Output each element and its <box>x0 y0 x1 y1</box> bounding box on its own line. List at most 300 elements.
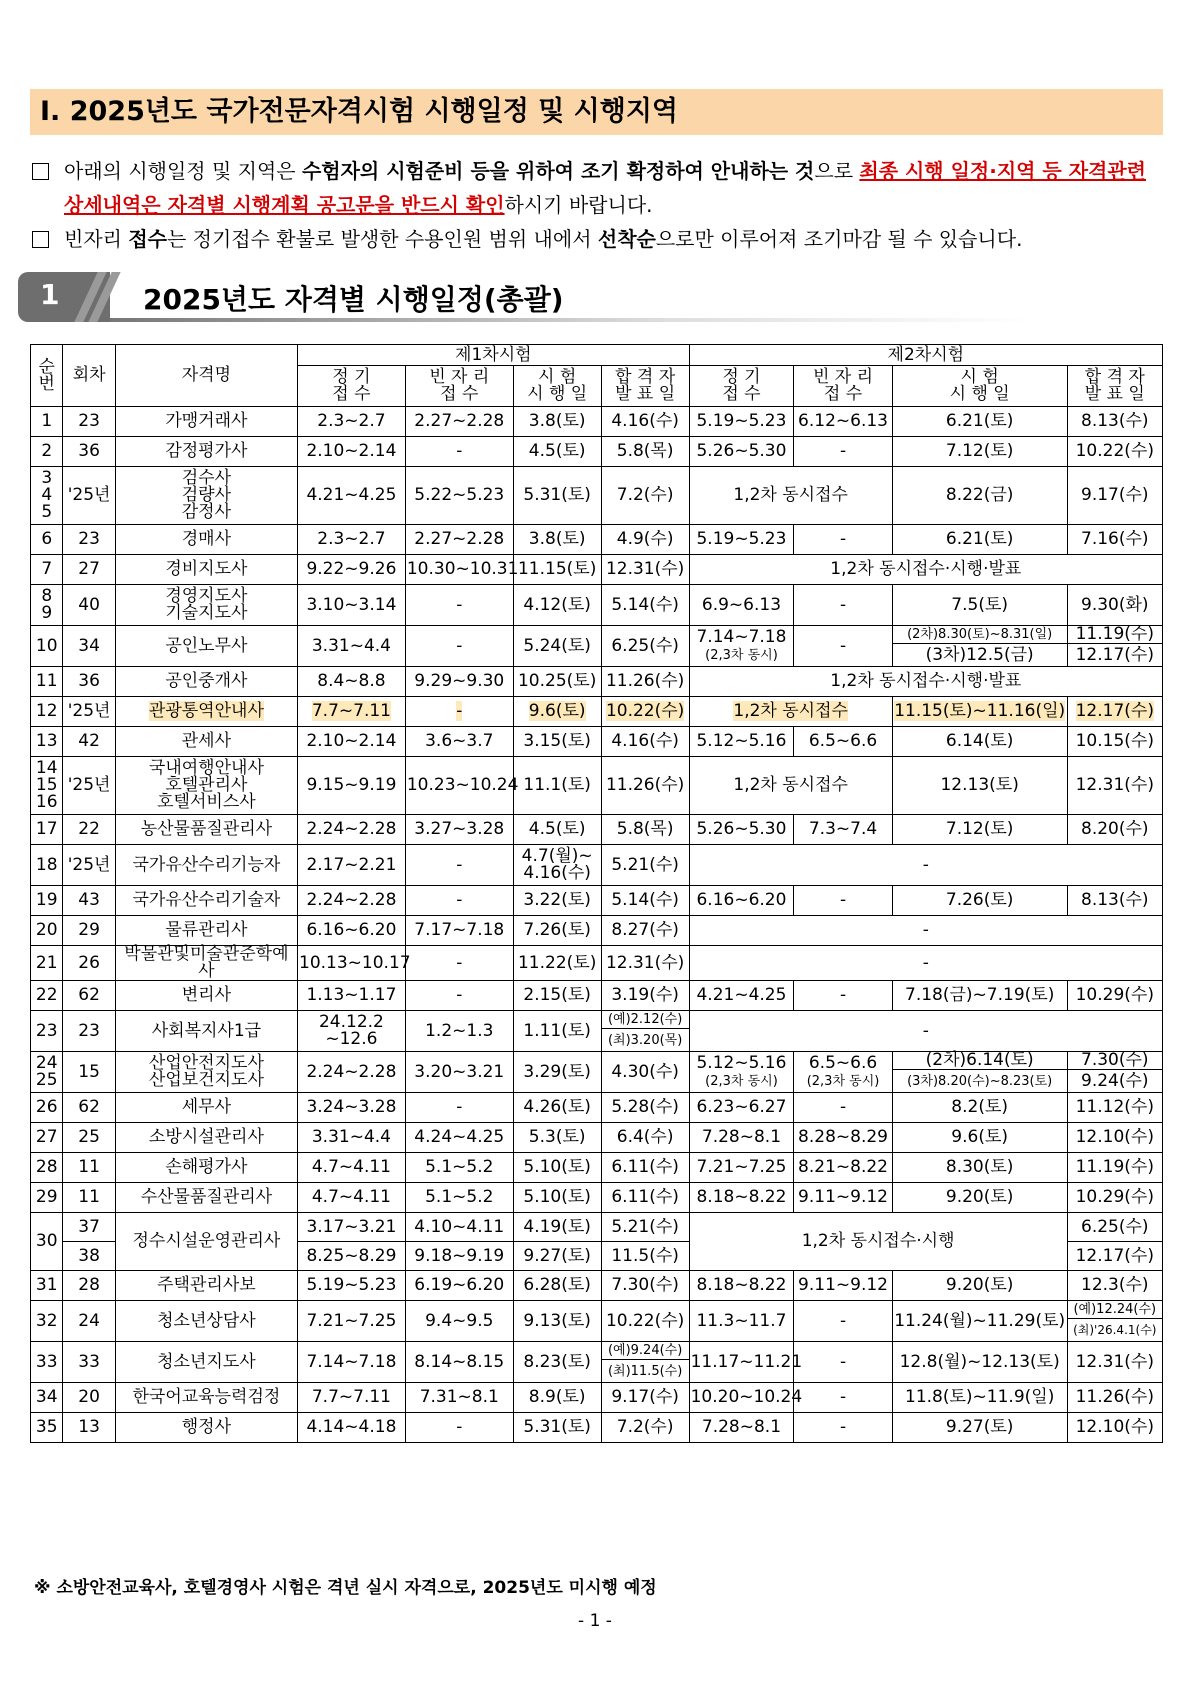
cell-name: 관세사 <box>115 727 297 757</box>
cell-exam-date: 8.9(토) <box>513 1383 601 1413</box>
cell-exam-date: 9.20(토) <box>892 1271 1067 1301</box>
cell-result-date: 12.31(수) <box>1067 1342 1162 1383</box>
cell-result-date: 5.28(수) <box>601 1093 689 1123</box>
cell-exam-date: 10.25(토) <box>513 667 601 697</box>
cell-exam-date: 11.22(토) <box>513 946 601 981</box>
cell-round: 15 <box>63 1052 115 1093</box>
cell-round: 11 <box>63 1153 115 1183</box>
highlight: 12.17(수) <box>1075 701 1154 721</box>
table-row <box>31 1301 1163 1319</box>
cell-exam-date: 11.8(토)~11.9(일) <box>892 1383 1067 1413</box>
cell-seq: 26 <box>31 1093 63 1123</box>
cell-seq: 27 <box>31 1123 63 1153</box>
table-cell: 7.3~7.4 <box>794 815 892 845</box>
cell-exam-date: 7.26(토) <box>513 916 601 946</box>
header-registration: 정 기 접 수 <box>689 366 794 407</box>
cell-result-date: 4.16(수) <box>601 407 689 437</box>
cell-exam-date: 8.30(토) <box>892 1153 1067 1183</box>
cell-name: 사회복지사1급 <box>115 1011 297 1052</box>
cell-exam-date: 11.24(월)~11.29(토) <box>892 1301 1067 1342</box>
cell-exam-date: 9.27(토) <box>892 1413 1067 1443</box>
cell-round: 27 <box>63 555 115 585</box>
table-cell: 6.5~6.6 (2,3차 동시) <box>794 1052 892 1093</box>
cell-result-date: 12.3(수) <box>1067 1271 1162 1301</box>
cell-merged: 1,2차 동시접수·시행 <box>689 1213 1067 1271</box>
cell-merged: - <box>689 916 1162 946</box>
table-row <box>31 1123 1163 1153</box>
cell-seq: 7 <box>31 555 63 585</box>
cell-result-date: 11.26(수) <box>601 667 689 697</box>
cell-exam-date: 12.8(월)~12.13(토) <box>892 1342 1067 1383</box>
cell-name: 주택관리사보 <box>115 1271 297 1301</box>
cell-registration: 2.3~2.7 <box>298 407 406 437</box>
table-cell: 8.18~8.22 <box>689 1271 794 1301</box>
notice-text: 는 정기접수 환불로 발생한 수용인원 범위 내에서 <box>166 227 598 251</box>
cell-exam-date: 1.11(토) <box>513 1011 601 1052</box>
cell-registration: 9.15~9.19 <box>298 757 406 815</box>
cell-result-date: (최)'26.4.1(수) <box>1067 1319 1162 1342</box>
cell-exam-date: 5.10(토) <box>513 1183 601 1213</box>
cell-exam-date: 7.12(토) <box>892 437 1067 467</box>
notice-bold: 접수 <box>128 227 167 251</box>
cell-result-date: 8.20(수) <box>1067 815 1162 845</box>
table-row <box>31 525 1163 555</box>
cell-registration: 2.24~2.28 <box>298 886 406 916</box>
notice-bold: 선착순 <box>597 227 656 251</box>
table-cell: 8.28~8.29 <box>794 1123 892 1153</box>
cell-name <box>115 697 297 727</box>
table-row <box>31 1153 1163 1183</box>
cell-exam-date <box>513 697 601 727</box>
table-cell: - <box>794 1301 892 1342</box>
cell-vacancy: 2.27~2.28 <box>405 407 513 437</box>
cell-seq: 31 <box>31 1271 63 1301</box>
cell-seq: 1 <box>31 407 63 437</box>
cell-name: 공인중개사 <box>115 667 297 697</box>
cell-registration: 6.16~6.20 <box>298 916 406 946</box>
cell-vacancy: - <box>405 886 513 916</box>
table-cell: 6.25(수) <box>1067 1213 1162 1242</box>
cell-name: 행정사 <box>115 1413 297 1443</box>
section-title: Ⅰ. 2025년도 국가전문자격시험 시행일정 및 시행지역 <box>30 89 1163 135</box>
cell-exam-date: 8.2(토) <box>892 1093 1067 1123</box>
cell-seq: 11 <box>31 667 63 697</box>
cell-result-date: 12.31(수) <box>1067 757 1162 815</box>
notice-text: 하시기 바랍니다. <box>504 193 653 217</box>
notice-text: 으로 <box>814 159 860 183</box>
cell-vacancy: - <box>405 1093 513 1123</box>
cell-exam-date: 5.24(토) <box>513 626 601 667</box>
table-row <box>31 1052 1163 1070</box>
cell-seq: 20 <box>31 916 63 946</box>
cell-exam-date: (2차)8.30(토)~8.31(일) <box>892 626 1067 644</box>
cell-round: 13 <box>63 1413 115 1443</box>
cell-vacancy: 7.31~8.1 <box>405 1383 513 1413</box>
header-round: 회차 <box>63 345 115 407</box>
header-vacancy: 빈 자 리 접 수 <box>405 366 513 407</box>
cell-exam-date: 3.15(토) <box>513 727 601 757</box>
table-cell: 4.10~4.11 <box>405 1213 513 1242</box>
table-cell: 3.17~3.21 <box>298 1213 406 1242</box>
table-row <box>31 585 1163 626</box>
cell-result-date: 12.17(수) <box>1067 644 1162 667</box>
cell-vacancy: - <box>405 626 513 667</box>
cell-vacancy <box>405 697 513 727</box>
cell-exam-date: 7.12(토) <box>892 815 1067 845</box>
cell-name: 국가유산수리기술자 <box>115 886 297 916</box>
cell-vacancy: 3.20~3.21 <box>405 1052 513 1093</box>
table-row <box>31 697 1163 727</box>
cell-round: 25 <box>63 1123 115 1153</box>
cell-name: 청소년상담사 <box>115 1301 297 1342</box>
header-name: 자격명 <box>115 345 297 407</box>
header-row <box>31 345 1163 366</box>
cell-exam-date: 6.21(토) <box>892 407 1067 437</box>
cell-result-date: 10.29(수) <box>1067 981 1162 1011</box>
cell-result-date: 10.22(수) <box>1067 437 1162 467</box>
cell-seq: 8 9 <box>31 585 63 626</box>
cell-round: 24 <box>63 1301 115 1342</box>
cell-name: 청소년지도사 <box>115 1342 297 1383</box>
cell-result-date: 10.29(수) <box>1067 1183 1162 1213</box>
table-row <box>31 1183 1163 1213</box>
cell-round: 28 <box>63 1271 115 1301</box>
highlight: 10.22(수) <box>605 701 685 721</box>
cell-result-date <box>601 697 689 727</box>
cell-round: '25년 <box>63 845 115 886</box>
cell-seq: 6 <box>31 525 63 555</box>
cell-result-date: 4.16(수) <box>601 727 689 757</box>
cell-name: 검수사 검량사 감정사 <box>115 467 297 525</box>
cell-result-date: 3.19(수) <box>601 981 689 1011</box>
cell-vacancy: - <box>405 946 513 981</box>
cell-registration: 4.7~4.11 <box>298 1183 406 1213</box>
highlight: 9.6(토) <box>528 701 586 721</box>
cell-round: 23 <box>63 1011 115 1052</box>
table-row <box>31 946 1163 981</box>
cell-round: '25년 <box>63 757 115 815</box>
cell-result-date: 6.11(수) <box>601 1183 689 1213</box>
table-row <box>31 1093 1163 1123</box>
cell-registration: 7.21~7.25 <box>298 1301 406 1342</box>
table-row <box>31 845 1163 886</box>
cell-round: 43 <box>63 886 115 916</box>
cell-exam-date: 7.18(금)~7.19(토) <box>892 981 1067 1011</box>
table-cell: 4.19(토) <box>513 1213 601 1242</box>
cell-note: (2,3차 동시) <box>705 648 778 663</box>
header-exam-date: 시 험 시 행 일 <box>892 366 1067 407</box>
cell-exam-date: 9.6(토) <box>892 1123 1067 1153</box>
cell-registration: 9.22~9.26 <box>298 555 406 585</box>
table-cell: - <box>794 585 892 626</box>
table-cell: 7.21~7.25 <box>689 1153 794 1183</box>
cell-vacancy: 3.27~3.28 <box>405 815 513 845</box>
cell-result-date: 5.21(수) <box>601 845 689 886</box>
cell-merged: - <box>689 845 1162 886</box>
cell-result-date: 9.24(수) <box>1067 1070 1162 1093</box>
cell-result-date: 11.26(수) <box>601 757 689 815</box>
cell-registration: 2.10~2.14 <box>298 437 406 467</box>
cell-name: 농산물품질관리사 <box>115 815 297 845</box>
table-cell: 6.9~6.13 <box>689 585 794 626</box>
cell-result-date: 8.13(수) <box>1067 407 1162 437</box>
cell-result-date: 5.8(목) <box>601 437 689 467</box>
cell-registration: 5.19~5.23 <box>298 1271 406 1301</box>
table-row <box>31 1271 1163 1301</box>
notice-bold: 수험자의 시험준비 등을 위하여 조기 확정하여 안내하는 것 <box>301 159 815 183</box>
highlight: - <box>456 701 463 721</box>
table-row <box>31 437 1163 467</box>
cell-note: (2,3차 동시) <box>705 1074 778 1089</box>
table-row <box>31 757 1163 815</box>
cell-name: 가맹거래사 <box>115 407 297 437</box>
table-row <box>31 1213 1163 1242</box>
cell-vacancy: 9.29~9.30 <box>405 667 513 697</box>
table-row <box>31 916 1163 946</box>
cell-name: 공인노무사 <box>115 626 297 667</box>
highlight: 1,2차 동시접수 <box>733 701 848 721</box>
cell-seq: 2 <box>31 437 63 467</box>
cell-seq: 18 <box>31 845 63 886</box>
notice-list <box>30 154 1163 256</box>
notice-emphasis: 최종 시행 일정·지역 등 자격관련 상세내역은 자격별 시행계획 공고문을 반드시 확인 <box>64 159 1146 217</box>
cell-round: 11 <box>63 1183 115 1213</box>
schedule-table <box>30 344 1163 1443</box>
highlight: 7.7~7.11 <box>311 701 391 721</box>
cell-registration: 24.12.2 ~12.6 <box>298 1011 406 1052</box>
cell-exam-date: 4.26(토) <box>513 1093 601 1123</box>
cell-round: '25년 <box>63 697 115 727</box>
cell-round: 34 <box>63 626 115 667</box>
cell-result-date: 11.12(수) <box>1067 1093 1162 1123</box>
section-number: 1 <box>40 278 60 311</box>
cell-result-date: 5.14(수) <box>601 886 689 916</box>
cell-exam-date: (3차)12.5(금) <box>892 644 1067 667</box>
cell-merged <box>689 697 892 727</box>
cell-exam-date: 3.8(토) <box>513 525 601 555</box>
cell-exam-date: 11.1(토) <box>513 757 601 815</box>
subheading-title: 2025년도 자격별 시행일정(총괄) <box>143 283 564 316</box>
table-row <box>31 815 1163 845</box>
cell-seq: 34 <box>31 1383 63 1413</box>
cell-result-date: (예)12.24(수) <box>1067 1301 1162 1319</box>
table-cell: 5.19~5.23 <box>689 407 794 437</box>
table-cell: 5.12~5.16 (2,3차 동시) <box>689 1052 794 1093</box>
table-cell: 7.28~8.1 <box>689 1413 794 1443</box>
cell-seq: 10 <box>31 626 63 667</box>
table-cell: 9.18~9.19 <box>405 1242 513 1271</box>
checkbox-icon <box>32 163 49 180</box>
cell-vacancy: 3.6~3.7 <box>405 727 513 757</box>
cell-registration: 3.31~4.4 <box>298 1123 406 1153</box>
cell-result-date: 11.19(수) <box>1067 626 1162 644</box>
cell-exam-date: 9.20(토) <box>892 1183 1067 1213</box>
table-cell: 8.18~8.22 <box>689 1183 794 1213</box>
checkbox-icon <box>32 231 49 248</box>
cell-result-date: (최)11.5(수) <box>601 1360 689 1383</box>
cell-registration: 2.24~2.28 <box>298 1052 406 1093</box>
cell-exam-date: 4.5(토) <box>513 815 601 845</box>
cell-exam-date: 12.13(토) <box>892 757 1067 815</box>
table-row <box>31 1413 1163 1443</box>
footnote: ※ 소방안전교육사, 호텔경영사 시험은 격년 실시 자격으로, 2025년도 미시행 예정 <box>34 1578 657 1598</box>
cell-result-date: 4.30(수) <box>601 1052 689 1093</box>
cell-vacancy: - <box>405 1413 513 1443</box>
table-row <box>31 727 1163 757</box>
table-row <box>31 1342 1163 1360</box>
cell-exam-date: 4.12(토) <box>513 585 601 626</box>
cell-exam-date: 6.21(토) <box>892 525 1067 555</box>
cell-name: 산업안전지도사 산업보건지도사 <box>115 1052 297 1093</box>
table-row <box>31 407 1163 437</box>
cell-result-date: (예)2.12(수) <box>601 1011 689 1029</box>
header-first-exam: 제1차시험 <box>298 345 690 366</box>
cell-result-date: 6.4(수) <box>601 1123 689 1153</box>
cell-round: 37 <box>63 1213 115 1242</box>
cell-seq: 14 15 16 <box>31 757 63 815</box>
table-cell: 5.19~5.23 <box>689 525 794 555</box>
table-cell: - <box>794 1093 892 1123</box>
cell-result-date: 4.9(수) <box>601 525 689 555</box>
header-second-exam: 제2차시험 <box>689 345 1162 366</box>
table-row <box>31 667 1163 697</box>
cell-registration: 4.14~4.18 <box>298 1413 406 1443</box>
notice-item <box>30 222 1163 256</box>
cell-vacancy: - <box>405 585 513 626</box>
cell-registration: 8.4~8.8 <box>298 667 406 697</box>
cell-exam-date: 6.14(토) <box>892 727 1067 757</box>
cell-vacancy: 8.14~8.15 <box>405 1342 513 1383</box>
cell-name: 경매사 <box>115 525 297 555</box>
cell-result-date: 9.30(화) <box>1067 585 1162 626</box>
cell-round: 26 <box>63 946 115 981</box>
cell-name: 경비지도사 <box>115 555 297 585</box>
cell-exam-date: 5.31(토) <box>513 467 601 525</box>
cell-merged: 1,2차 동시접수 <box>689 467 892 525</box>
cell-seq: 33 <box>31 1342 63 1383</box>
cell-registration: 3.24~3.28 <box>298 1093 406 1123</box>
cell-result-date: 7.16(수) <box>1067 525 1162 555</box>
cell-seq: 12 <box>31 697 63 727</box>
cell-round: 62 <box>63 1093 115 1123</box>
cell-seq: 30 <box>31 1213 63 1271</box>
table-cell: 7.14~7.18 (2,3차 동시) <box>689 626 794 667</box>
cell-name: 수산물품질관리사 <box>115 1183 297 1213</box>
cell-vacancy: - <box>405 981 513 1011</box>
cell-seq: 13 <box>31 727 63 757</box>
cell-vacancy: 1.2~1.3 <box>405 1011 513 1052</box>
cell-exam-date: 9.13(토) <box>513 1301 601 1342</box>
cell-exam-date: 7.26(토) <box>892 886 1067 916</box>
cell-result-date <box>1067 697 1162 727</box>
notice-text: 빈자리 <box>64 227 129 251</box>
cell-round: 42 <box>63 727 115 757</box>
cell-note: (2,3차 동시) <box>806 1074 880 1089</box>
cell-name: 변리사 <box>115 981 297 1011</box>
cell-vacancy: 10.30~10.31 <box>405 555 513 585</box>
cell-result-date: 6.25(수) <box>601 626 689 667</box>
table-cell: - <box>794 437 892 467</box>
cell-result-date: 7.2(수) <box>601 467 689 525</box>
cell-vacancy: 9.4~9.5 <box>405 1301 513 1342</box>
cell-exam-date: 8.23(토) <box>513 1342 601 1383</box>
cell-name: 소방시설관리사 <box>115 1123 297 1153</box>
cell-exam-date: 6.28(토) <box>513 1271 601 1301</box>
highlight: 11.15(토)~11.16(일) <box>894 701 1066 721</box>
table-cell: 9.27(토) <box>513 1242 601 1271</box>
cell-result-date: 10.22(수) <box>601 1301 689 1342</box>
cell-round: 33 <box>63 1342 115 1383</box>
cell-round: 36 <box>63 667 115 697</box>
header-registration: 정 기 접 수 <box>298 366 406 407</box>
table-cell: 11.5(수) <box>601 1242 689 1271</box>
cell-result-date: 12.10(수) <box>1067 1123 1162 1153</box>
cell-exam-date: 5.10(토) <box>513 1153 601 1183</box>
table-cell: 8.21~8.22 <box>794 1153 892 1183</box>
cell-seq: 29 <box>31 1183 63 1213</box>
table-cell: 6.16~6.20 <box>689 886 794 916</box>
table-cell: - <box>794 525 892 555</box>
cell-name: 세무사 <box>115 1093 297 1123</box>
cell-result-date: 7.2(수) <box>601 1413 689 1443</box>
table-row <box>31 555 1163 585</box>
table-cell: 5.26~5.30 <box>689 437 794 467</box>
table-cell: - <box>794 1342 892 1383</box>
cell-exam-date: 11.15(토) <box>513 555 601 585</box>
notice-text: 아래의 시행일정 및 지역은 <box>64 159 302 183</box>
cell-round: 23 <box>63 407 115 437</box>
cell-vacancy: 5.1~5.2 <box>405 1153 513 1183</box>
cell-seq: 35 <box>31 1413 63 1443</box>
cell-merged: 1,2차 동시접수 <box>689 757 892 815</box>
cell-seq: 23 <box>31 1011 63 1052</box>
cell-registration: 2.17~2.21 <box>298 845 406 886</box>
table-cell: 10.20~10.24 <box>689 1383 794 1413</box>
cell-result-date: 11.26(수) <box>1067 1383 1162 1413</box>
cell-exam-date: 3.22(토) <box>513 886 601 916</box>
table-cell: 12.17(수) <box>1067 1242 1162 1271</box>
subheading <box>18 272 1028 322</box>
cell-exam-date: (3차)8.20(수)~8.23(토) <box>892 1070 1067 1093</box>
cell-name: 정수시설운영관리사 <box>115 1213 297 1271</box>
table-cell: 11.17~11.21 <box>689 1342 794 1383</box>
cell-registration: 3.10~3.14 <box>298 585 406 626</box>
cell-vacancy: - <box>405 437 513 467</box>
table-row <box>31 981 1163 1011</box>
cell-exam-date <box>892 697 1067 727</box>
table-cell: 5.26~5.30 <box>689 815 794 845</box>
cell-seq: 32 <box>31 1301 63 1342</box>
cell-registration: 3.31~4.4 <box>298 626 406 667</box>
cell-seq: 24 25 <box>31 1052 63 1093</box>
cell-result-date: 7.30(수) <box>1067 1052 1162 1070</box>
cell-round: 29 <box>63 916 115 946</box>
table-cell: 6.5~6.6 <box>794 727 892 757</box>
table-cell: 4.21~4.25 <box>689 981 794 1011</box>
table-row <box>31 626 1163 644</box>
cell-name: 경영지도사 기술지도사 <box>115 585 297 626</box>
cell-round: 20 <box>63 1383 115 1413</box>
page-number: - 1 - <box>578 1611 612 1631</box>
cell-seq: 19 <box>31 886 63 916</box>
cell-result-date: 12.31(수) <box>601 946 689 981</box>
cell-seq: 22 <box>31 981 63 1011</box>
table-cell: 11.3~11.7 <box>689 1301 794 1342</box>
cell-name: 박물관및미술관준학예사 <box>115 946 297 981</box>
cell-vacancy: 4.24~4.25 <box>405 1123 513 1153</box>
cell-seq: 21 <box>31 946 63 981</box>
cell-round: 22 <box>63 815 115 845</box>
